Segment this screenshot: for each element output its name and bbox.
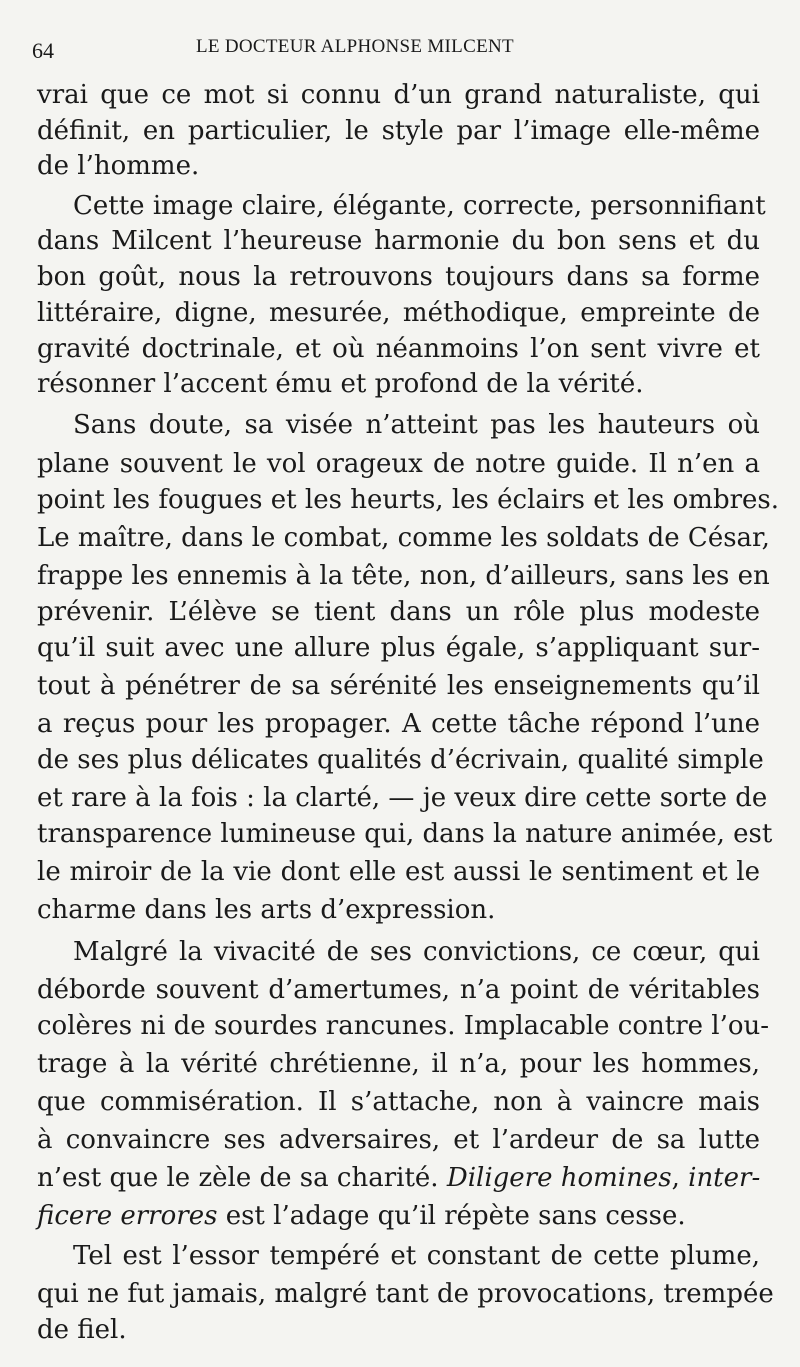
text-line: Le maître, dans le combat, comme les soldats de César, xyxy=(37,523,770,553)
text-line: prévenir. L’élève se tient dans un rôle plus modeste xyxy=(37,597,760,627)
text-line: transparence lumineuse qui, dans la nature animée, est xyxy=(37,819,773,849)
page-header xyxy=(32,34,592,64)
text-line: et rare à la fois : la clarté, — je veux dire cette sorte de xyxy=(37,783,768,813)
text-segment: , xyxy=(671,1163,689,1193)
text-line: point les fougues et les heurts, les éclairs et les ombres. xyxy=(37,485,780,515)
text-line: trage à la vérité chrétienne, il n’a, pour les hommes, xyxy=(37,1049,760,1079)
page-number: 64 xyxy=(32,38,54,63)
text-line xyxy=(37,1158,760,1198)
text-line: frappe les ennemis à la tête, non, d’ailleurs, sans les en xyxy=(37,561,770,591)
text-line: de l’homme. xyxy=(37,151,200,181)
text-line: définit, en particulier, le style par l’image elle-même xyxy=(37,116,760,146)
text-line: charme dans les arts d’expression. xyxy=(37,895,496,925)
text-line: qui ne fut jamais, malgré tant de provocations, trempée xyxy=(37,1279,774,1309)
text-line: de fiel. xyxy=(37,1315,127,1345)
text-line: Tel est l’essor tempéré et constant de cette plume, xyxy=(73,1241,760,1271)
text-line: Sans doute, sa visée n’atteint pas les hauteurs où xyxy=(73,410,760,440)
text-line: Malgré la vivacité de ses convictions, ce cœur, qui xyxy=(73,937,760,967)
running-title: LE DOCTEUR ALPHONSE MILCENT xyxy=(196,36,514,57)
text-line: qu’il suit avec une allure plus égale, s’appliquant sur- xyxy=(37,633,760,663)
text-line: tout à pénétrer de sa sérénité les enseignements qu’il xyxy=(37,671,760,701)
text-line: de ses plus délicates qualités d’écrivain, qualité simple xyxy=(37,745,764,775)
text-line xyxy=(37,1196,760,1236)
text-line: que commisération. Il s’attache, non à vaincre mais xyxy=(37,1087,760,1117)
text-line: gravité doctrinale, et où néanmoins l’on sent vivre et xyxy=(37,334,760,364)
text-line: a reçus pour les propager. A cette tâche répond l’une xyxy=(37,709,760,739)
text-line: vrai que ce mot si connu d’un grand naturaliste, qui xyxy=(37,80,760,110)
latin-phrase: ficere errores xyxy=(37,1201,218,1231)
text-line: le miroir de la vie dont elle est aussi le sentiment et le xyxy=(37,857,760,887)
latin-phrase: Diligere homines xyxy=(446,1163,672,1193)
text-line: déborde souvent d’amertumes, n’a point de véritables xyxy=(37,975,760,1005)
latin-phrase: inter- xyxy=(688,1163,761,1193)
text-line: colères ni de sourdes rancunes. Implacable contre l’ou- xyxy=(37,1011,770,1041)
text-line: à convaincre ses adversaires, et l’ardeur de sa lutte xyxy=(37,1125,760,1155)
text-line: Cette image claire, élégante, correcte, personnifiant xyxy=(73,191,766,221)
text-segment: n’est que le zèle de sa charité. xyxy=(37,1163,439,1193)
text-line: dans Milcent l’heureuse harmonie du bon sens et du xyxy=(37,226,760,256)
text-line: résonner l’accent ému et profond de la vérité. xyxy=(37,369,644,399)
text-line: littéraire, digne, mesurée, méthodique, empreinte de xyxy=(37,298,760,328)
text-segment: est l’adage qu’il répète sans cesse. xyxy=(217,1201,686,1231)
text-line: plane souvent le vol orageux de notre guide. Il n’en a xyxy=(37,449,760,479)
text-line: bon goût, nous la retrouvons toujours dans sa forme xyxy=(37,262,760,292)
